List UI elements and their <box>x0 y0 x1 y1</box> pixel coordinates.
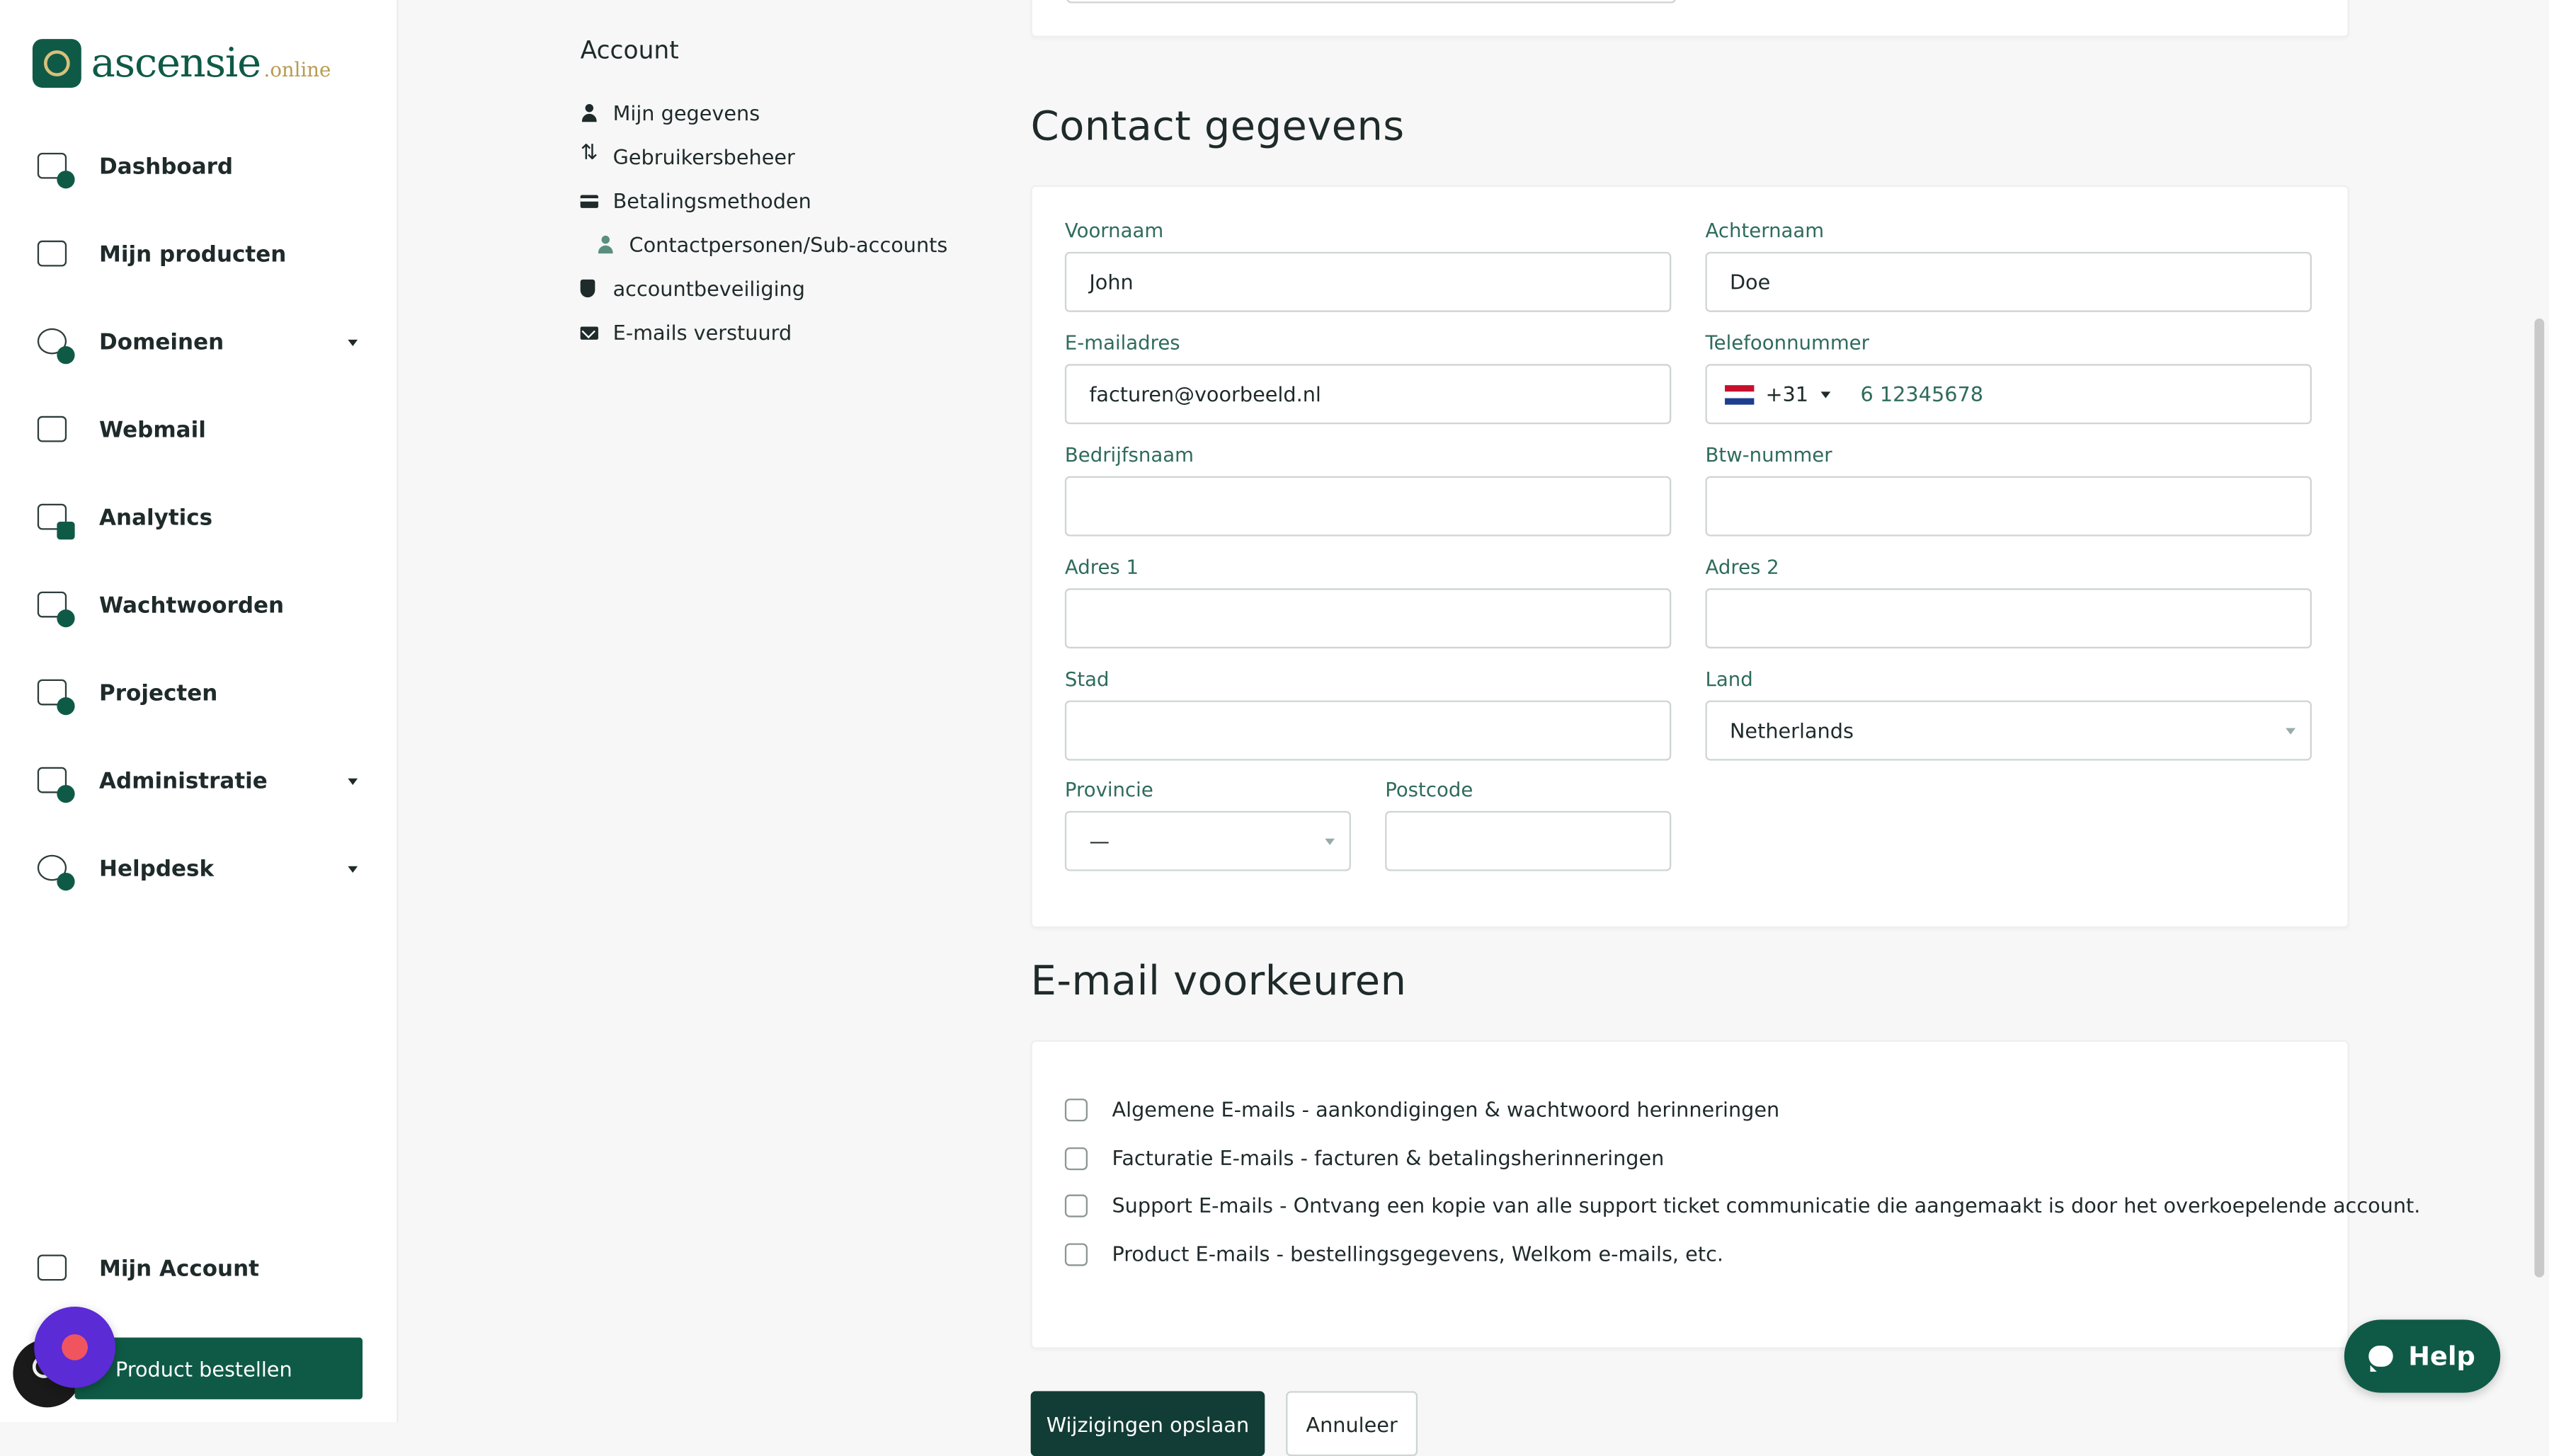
vat-field[interactable] <box>1706 476 2312 537</box>
order-product-button[interactable]: Product bestellen <box>75 1338 363 1399</box>
account-menu-label: Gebruikersbeheer <box>612 144 795 169</box>
country-value: Netherlands <box>1729 718 1854 743</box>
headset-icon <box>33 849 75 891</box>
envelope-icon <box>581 326 598 339</box>
sidebar-item-analytics[interactable] <box>33 494 364 543</box>
save-button[interactable]: Wijzigingen opslaan <box>1031 1391 1265 1456</box>
sidebar-item-label: Helpdesk <box>99 856 215 883</box>
address1-label: Adres 1 <box>1064 556 1139 579</box>
account-menu-label: Betalingsmethoden <box>612 188 811 213</box>
pref-support-row[interactable] <box>1065 1193 2421 1217</box>
pref-general-checkbox[interactable] <box>1065 1098 1088 1120</box>
previous-section-card <box>1031 0 2349 38</box>
first-name-label: Voornaam <box>1064 219 1164 243</box>
sidebar-item-webmail[interactable] <box>33 406 364 455</box>
sidebar-item-dashboard[interactable] <box>33 143 364 192</box>
sidebar-item-helpdesk[interactable] <box>33 845 364 894</box>
email-label: E-mailadres <box>1064 331 1180 355</box>
address2-field[interactable] <box>1706 588 2312 648</box>
city-label: Stad <box>1064 667 1110 691</box>
country-label: Land <box>1705 667 1753 691</box>
province-label: Provincie <box>1064 778 1153 801</box>
account-menu-label: Mijn gegevens <box>612 101 760 125</box>
mail-stack-icon <box>33 410 75 452</box>
province-value: — <box>1089 828 1110 854</box>
phone-placeholder: 6 12345678 <box>1860 382 1984 406</box>
chevron-down-icon[interactable] <box>1821 391 1831 397</box>
credit-card-icon <box>581 195 598 208</box>
pref-support-checkbox[interactable] <box>1065 1193 1088 1216</box>
sidebar-item-label: Analytics <box>99 505 213 532</box>
first-name-field[interactable]: John <box>1065 252 1671 312</box>
company-field[interactable] <box>1065 476 1671 537</box>
vat-label: Btw-nummer <box>1705 443 1832 466</box>
contact-section-title: Contact gegevens <box>1030 102 1405 150</box>
help-button[interactable] <box>2344 1319 2500 1392</box>
sidebar-item-label: Dashboard <box>99 154 234 180</box>
account-menu-label: accountbeveiliging <box>612 276 805 301</box>
sidebar-item-label: Mijn Account <box>99 1256 259 1283</box>
phone-label: Telefoonnummer <box>1705 331 1869 355</box>
box-icon <box>33 234 75 277</box>
pref-label: Product E-mails - bestellingsgegevens, Welkom e-mails, etc. <box>1112 1242 1723 1266</box>
account-menu-user-management[interactable] <box>581 144 795 168</box>
brand-logo[interactable] <box>33 39 331 88</box>
chevron-down-icon <box>2286 728 2296 735</box>
chevron-down-icon <box>348 866 358 873</box>
account-menu-sent-emails[interactable] <box>581 320 792 344</box>
scrollbar[interactable] <box>2530 0 2549 1422</box>
sidebar-item-projects[interactable] <box>33 670 364 718</box>
account-menu-title: Account <box>580 35 679 65</box>
previous-input[interactable] <box>1066 0 1676 4</box>
pref-product-checkbox[interactable] <box>1065 1242 1088 1265</box>
sidebar-item-products[interactable] <box>33 231 364 280</box>
clipboard-icon <box>33 673 75 716</box>
sidebar-item-label: Administratie <box>99 769 268 795</box>
invoice-icon <box>33 761 75 803</box>
brand-suffix: .online <box>263 58 331 81</box>
chevron-down-icon <box>348 340 358 346</box>
dashboard-icon <box>33 147 75 189</box>
sidebar-item-label: Projecten <box>99 681 218 707</box>
account-menu-payment-methods[interactable] <box>581 188 811 212</box>
phone-field[interactable] <box>1706 364 2312 424</box>
chart-icon <box>33 498 75 540</box>
company-label: Bedrijfsnaam <box>1064 443 1194 466</box>
sidebar-item-label: Domeinen <box>99 330 224 356</box>
sidebar-item-label: Mijn producten <box>99 242 287 268</box>
netherlands-flag-icon <box>1725 384 1754 404</box>
account-icon <box>33 1248 75 1290</box>
email-field[interactable]: facturen@voorbeeld.nl <box>1065 364 1671 424</box>
pref-product-row[interactable] <box>1065 1242 1723 1266</box>
record-button[interactable] <box>34 1307 115 1388</box>
sidebar-item-label: Webmail <box>99 418 206 444</box>
pref-label: Facturatie E-mails - facturen & betalingsherinneringen <box>1112 1145 1665 1171</box>
sidebar <box>0 0 399 1422</box>
account-menu-security[interactable] <box>581 276 805 300</box>
postcode-field[interactable] <box>1385 811 1671 871</box>
phone-country-code[interactable]: +31 <box>1765 382 1809 406</box>
account-menu-my-details[interactable] <box>581 101 760 125</box>
logo-icon <box>33 39 81 88</box>
pref-billing-row[interactable] <box>1065 1146 1664 1170</box>
swap-icon <box>581 148 598 166</box>
sidebar-item-label: Wachtwoorden <box>99 593 285 619</box>
person-icon <box>581 104 598 122</box>
scrollbar-thumb[interactable] <box>2534 319 2544 1278</box>
chat-bubble-icon <box>2369 1346 2393 1367</box>
email-prefs-title: E-mail voorkeuren <box>1030 957 1407 1004</box>
password-icon <box>33 585 75 628</box>
record-dot-icon <box>62 1334 88 1360</box>
address2-label: Adres 2 <box>1705 556 1779 579</box>
country-select[interactable] <box>1706 701 2312 761</box>
cancel-button[interactable]: Annuleer <box>1286 1391 1418 1456</box>
city-field[interactable] <box>1065 701 1671 761</box>
help-label: Help <box>2408 1341 2475 1372</box>
sidebar-item-passwords[interactable] <box>33 582 364 631</box>
chevron-down-icon <box>348 779 358 785</box>
account-menu-label: Contactpersonen/Sub-accounts <box>629 232 948 257</box>
account-menu-label: E-mails verstuurd <box>612 320 792 345</box>
shield-icon <box>581 280 595 297</box>
chevron-down-icon <box>1325 839 1335 845</box>
pref-general-row[interactable] <box>1065 1097 1779 1121</box>
pref-billing-checkbox[interactable] <box>1065 1147 1088 1169</box>
pref-label: Support E-mails - Ontvang een kopie van alle support ticket communicatie die aangemaakt is door het overkoepelende account. <box>1112 1193 2421 1217</box>
pref-label: Algemene E-mails - aankondigingen & wachtwoord herinneringen <box>1112 1096 1780 1122</box>
account-menu-contacts[interactable] <box>597 232 948 256</box>
brand-name: ascensie <box>91 39 261 86</box>
last-name-field[interactable]: Doe <box>1706 252 2312 312</box>
sidebar-item-domains[interactable] <box>33 319 364 367</box>
province-select[interactable] <box>1065 811 1351 871</box>
address1-field[interactable] <box>1065 588 1671 648</box>
globe-icon <box>33 322 75 365</box>
sidebar-item-my-account[interactable] <box>33 1245 364 1294</box>
postcode-label: Postcode <box>1385 778 1473 801</box>
person-icon <box>597 236 615 253</box>
sidebar-item-administration[interactable] <box>33 757 364 806</box>
last-name-label: Achternaam <box>1705 219 1825 243</box>
